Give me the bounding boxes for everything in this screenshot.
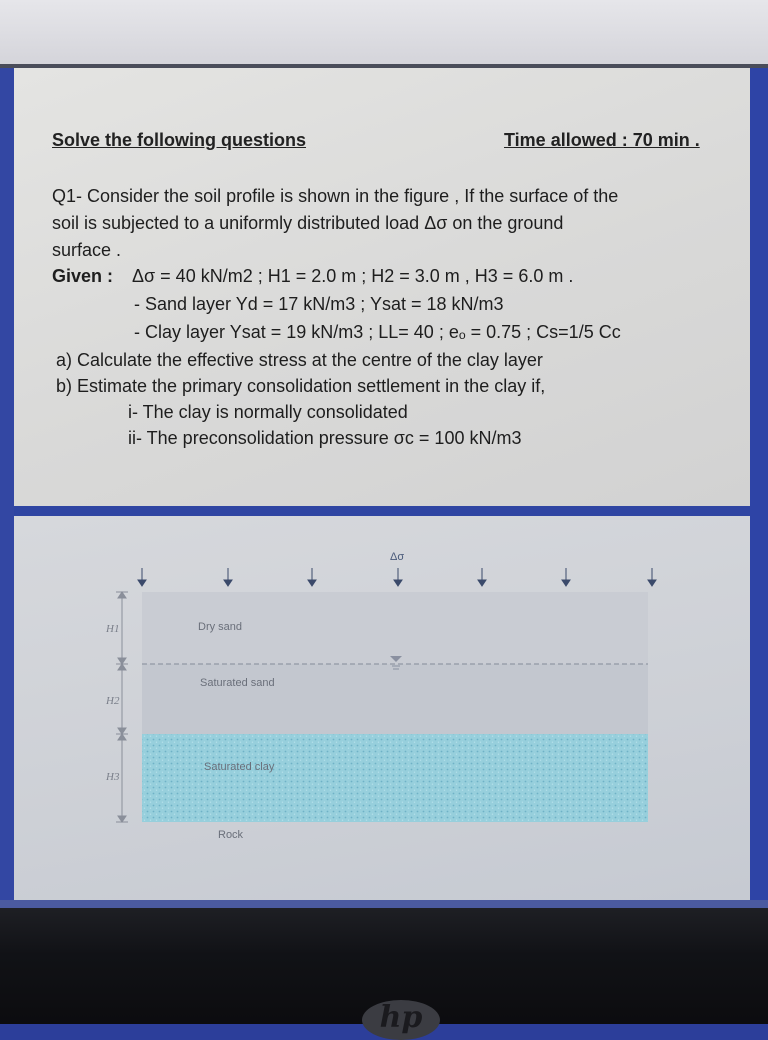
dry-sand-label: Dry sand <box>198 621 243 633</box>
sand-layer-line: - Sand layer Yd = 17 kN/m3 ; Ysat = 18 kN/m3 <box>134 294 504 314</box>
q1-line-1: Q1- Consider the soil profile is shown in the figure , If the surface of the <box>52 186 619 206</box>
saturated-clay-label: Saturated clay <box>204 761 275 773</box>
h2-label: H2 <box>106 695 120 707</box>
laptop-bezel <box>0 908 768 1035</box>
screen-top-glare <box>0 0 768 66</box>
load-symbol: Δσ <box>390 551 405 563</box>
load-arrow <box>562 568 570 586</box>
q1-line-3: surface . <box>52 240 122 260</box>
part-a: a) Calculate the effective stress at the centre of the clay layer <box>56 350 543 370</box>
clay-layer-line: - Clay layer Ysat = 19 kN/m3 ; LL= 40 ; eₒ = 0.75 ; Cs=1/5 Cc <box>134 322 621 342</box>
h1-label: H1 <box>106 623 120 635</box>
screen-edge-left <box>0 68 14 908</box>
saturated-sand-label: Saturated sand <box>200 677 275 689</box>
load-arrow <box>648 568 656 586</box>
load-arrow <box>308 568 316 586</box>
given-row <box>52 266 573 287</box>
saturated-sand-layer <box>142 664 648 734</box>
part-b-i: i- The clay is normally consolidated <box>128 402 408 422</box>
load-arrow <box>138 568 146 586</box>
question-panel <box>14 68 750 506</box>
h3-label: H3 <box>106 771 120 783</box>
rock-label: Rock <box>218 829 244 841</box>
given-values: Δσ = 40 kN/m2 ; H1 = 2.0 m ; H2 = 3.0 m , H3 = 6.0 m . <box>132 266 574 286</box>
given-label: Given : <box>52 266 114 286</box>
bezel-edge <box>0 900 768 908</box>
load-arrow <box>478 568 486 586</box>
soil-profile-figure <box>14 516 750 900</box>
load-arrow <box>224 568 232 586</box>
q1-line-2: soil is subjected to a uniformly distributed load Δσ on the ground <box>52 213 564 233</box>
part-b-ii: ii- The preconsolidation pressure σc = 100 kN/m3 <box>128 428 522 448</box>
screen-gap <box>14 506 750 516</box>
load-arrow <box>394 568 402 586</box>
part-b: b) Estimate the primary consolidation settlement in the clay if, <box>56 376 546 396</box>
hp-logo: hp <box>362 1000 440 1040</box>
soil-profile-svg <box>14 516 750 900</box>
time-allowed: Time allowed : 70 min . <box>504 130 700 150</box>
screen-edge-right <box>750 68 768 908</box>
instructions-heading: Solve the following questions <box>52 130 307 150</box>
load-arrows <box>138 568 656 586</box>
saturated-clay-layer <box>142 734 648 822</box>
